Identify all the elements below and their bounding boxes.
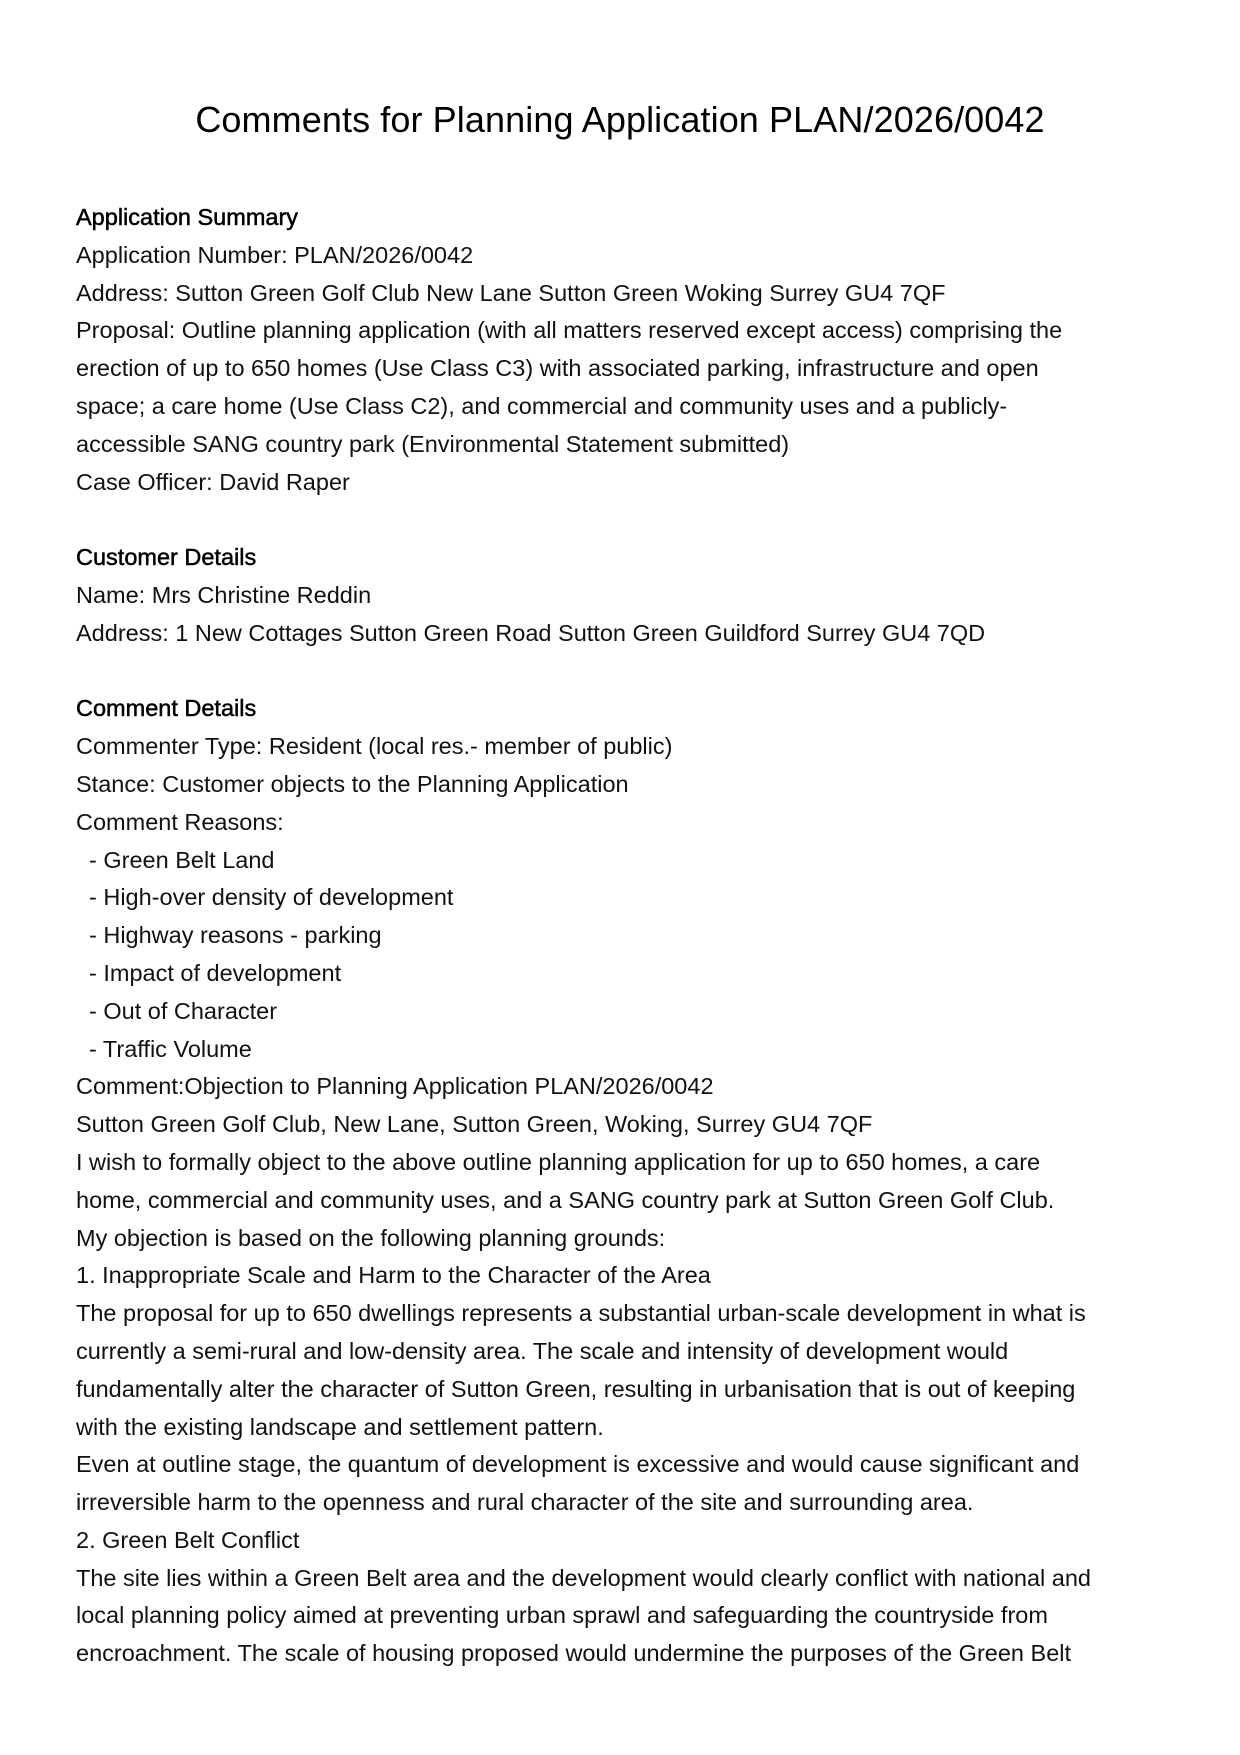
case-officer: Case Officer: David Raper [76, 468, 350, 495]
comment-line: The site lies within a Green Belt area and the development would clearly conflict with national and [76, 1564, 1091, 1591]
application-summary-heading: Application Summary [76, 204, 299, 230]
comment-line: fundamentally alter the character of Sutton Green, resulting in urbanisation that is out of keeping [76, 1375, 1076, 1402]
comment-line: 2. Green Belt Conflict [76, 1526, 300, 1553]
comment-reason-item: - Impact of development [89, 959, 342, 986]
section-spacer [76, 653, 1168, 691]
stance: Stance: Customer objects to the Planning Application [76, 770, 629, 797]
comment-details-section [76, 690, 1168, 1673]
application-number: Application Number: PLAN/2026/0042 [76, 241, 474, 268]
customer-details-heading: Customer Details [76, 544, 257, 571]
comment-line: The proposal for up to 650 dwellings represents a substantial urban-scale development in what is [76, 1300, 1086, 1327]
comment-reasons-label: Comment Reasons: [76, 808, 284, 835]
comment-reason-item: - Traffic Volume [89, 1035, 252, 1062]
comment-line: irreversible harm to the openness and rural character of the site and surrounding area. [76, 1489, 974, 1516]
comment-line: Even at outline stage, the quantum of development is excessive and would cause significant and [76, 1451, 1080, 1478]
comment-line: encroachment. The scale of housing proposed would undermine the purposes of the Green Belt [76, 1640, 1072, 1667]
customer-address: Address: 1 New Cottages Sutton Green Road Sutton Green Guildford Surrey GU4 7QD [76, 619, 986, 646]
comment-line: Comment:Objection to Planning Application PLAN/2026/0042 [76, 1073, 714, 1100]
comment-line: My objection is based on the following planning grounds: [76, 1224, 666, 1251]
comment-line: home, commercial and community uses, and a SANG country park at Sutton Green Golf Club. [76, 1186, 1055, 1213]
comment-line: I wish to formally object to the above outline planning application for up to 650 homes, a care [76, 1148, 1041, 1175]
comment-reason-item: - High-over density of development [89, 884, 454, 911]
application-summary-section [76, 199, 1168, 501]
proposal-line: space; a care home (Use Class C2), and commercial and community uses and a publicly- [76, 392, 1008, 419]
proposal-text [76, 312, 1168, 463]
proposal-line: erection of up to 650 homes (Use Class C3) with associated parking, infrastructure and open [76, 355, 1039, 382]
commenter-type: Commenter Type: Resident (local res.- member of public) [76, 733, 673, 760]
proposal-line: Proposal: Outline planning application (with all matters reserved except access) comprising the [76, 317, 1063, 344]
comment-reasons-list [76, 842, 1168, 1069]
application-address: Address: Sutton Green Golf Club New Lane Sutton Green Woking Surrey GU4 7QF [76, 279, 946, 306]
customer-name: Name: Mrs Christine Reddin [76, 581, 372, 608]
comment-reason-item: - Green Belt Land [89, 846, 275, 873]
document-body [76, 199, 1168, 1673]
comment-line: with the existing landscape and settlement pattern. [76, 1413, 604, 1440]
section-spacer [76, 501, 1168, 539]
proposal-line: accessible SANG country park (Environmental Statement submitted) [76, 430, 790, 457]
comment-line: 1. Inappropriate Scale and Harm to the Character of the Area [76, 1262, 711, 1289]
comment-line: local planning policy aimed at preventing urban sprawl and safeguarding the countryside from [76, 1602, 1048, 1629]
comment-line: currently a semi-rural and low-density area. The scale and intensity of development would [76, 1337, 1009, 1364]
customer-details-section [76, 539, 1168, 652]
comment-text [76, 1068, 1168, 1673]
page-title: Comments for Planning Application PLAN/2026/0042 [195, 99, 1045, 140]
comment-details-heading: Comment Details [76, 695, 257, 722]
comment-reason-item: - Out of Character [89, 997, 278, 1024]
comment-reason-item: - Highway reasons - parking [89, 922, 382, 949]
comment-line: Sutton Green Golf Club, New Lane, Sutton Green, Woking, Surrey GU4 7QF [76, 1111, 873, 1138]
